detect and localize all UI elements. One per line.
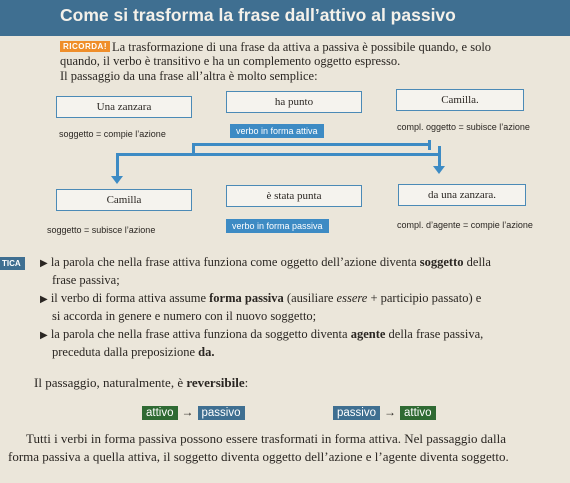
side-tag: TICA xyxy=(0,257,25,270)
active-subject-box: Una zanzara xyxy=(56,96,192,118)
bullet-text: la parola che nella frase attiva funziona da soggetto diventa agente della frase passiva, xyxy=(50,327,484,341)
passive-subject-tag: soggetto = subisce l’azione xyxy=(47,225,156,235)
triangle-icon: ▶ xyxy=(40,294,48,305)
passive-verb-box: è stata punta xyxy=(226,185,362,207)
bullet-text: il verbo di forma attiva assume forma passiva (ausiliare essere + participio passato) e xyxy=(50,291,482,305)
passive-agent-box: da una zanzara. xyxy=(398,184,526,206)
chip-group-right xyxy=(333,403,436,421)
chip-passivo: passivo xyxy=(333,406,380,420)
bullet-text: la parola che nella frase attiva funziona come oggetto dell’azione diventa soggetto della xyxy=(50,255,491,269)
ricorda-badge: RICORDA! xyxy=(60,41,110,52)
active-verb-box: ha punto xyxy=(226,91,362,113)
connector-left-stem xyxy=(116,153,119,178)
intro-line-1: La trasformazione di una frase da attiva a passiva è possibile quando, e solo xyxy=(112,40,492,54)
connector-right-stem xyxy=(438,146,441,168)
bullet-text-cont: preceduta dalla preposizione da. xyxy=(52,345,215,359)
passive-agent-tag: compl. d’agente = compie l’azione xyxy=(397,220,533,230)
arrow-right-icon: → xyxy=(181,405,194,419)
chip-group-left xyxy=(142,403,245,421)
passive-verb-tag: verbo in forma passiva xyxy=(226,219,329,233)
connector-right-up xyxy=(428,140,431,150)
chip-attivo: attivo xyxy=(142,406,178,420)
bullet-item xyxy=(40,290,481,309)
chip-attivo: attivo xyxy=(400,406,436,420)
active-verb-tag: verbo in forma attiva xyxy=(230,124,324,138)
intro-line-2: quando, il verbo è transitivo e ha un complemento oggetto espresso. xyxy=(60,54,401,68)
active-object-box: Camilla. xyxy=(396,89,524,111)
triangle-icon: ▶ xyxy=(40,258,48,269)
arrow-down-icon xyxy=(433,166,445,174)
closing-line-2: forma passiva a quella attiva, il soggetto diventa oggetto dell’azione e l’agente diventa soggetto. xyxy=(8,449,509,464)
connector-left-down xyxy=(192,143,195,153)
arrow-down-icon xyxy=(111,176,123,184)
page-title: Come si trasforma la frase dall’attivo al passivo xyxy=(60,5,456,25)
connector-top-left xyxy=(192,143,428,146)
active-object-tag: compl. oggetto = subisce l’azione xyxy=(397,122,530,132)
intro-line-3: Il passaggio da una frase all’altra è molto semplice: xyxy=(60,69,318,83)
active-subject-tag: soggetto = compie l’azione xyxy=(59,129,166,139)
bullet-item xyxy=(40,326,483,345)
triangle-icon: ▶ xyxy=(40,330,48,341)
arrow-right-icon: → xyxy=(384,405,396,419)
passive-subject-box: Camilla xyxy=(56,189,192,211)
chip-passivo: passivo xyxy=(198,406,245,420)
reversible-line: Il passaggio, naturalmente, è reversibile: xyxy=(34,375,249,390)
bullet-item xyxy=(40,254,491,273)
bullet-text-cont: frase passiva; xyxy=(52,273,120,287)
connector-mid xyxy=(116,153,438,156)
closing-line-1: Tutti i verbi in forma passiva possono essere trasformati in forma attiva. Nel passaggio dalla xyxy=(26,431,507,446)
bullet-text-cont: si accorda in genere e numero con il nuovo soggetto; xyxy=(52,309,317,323)
